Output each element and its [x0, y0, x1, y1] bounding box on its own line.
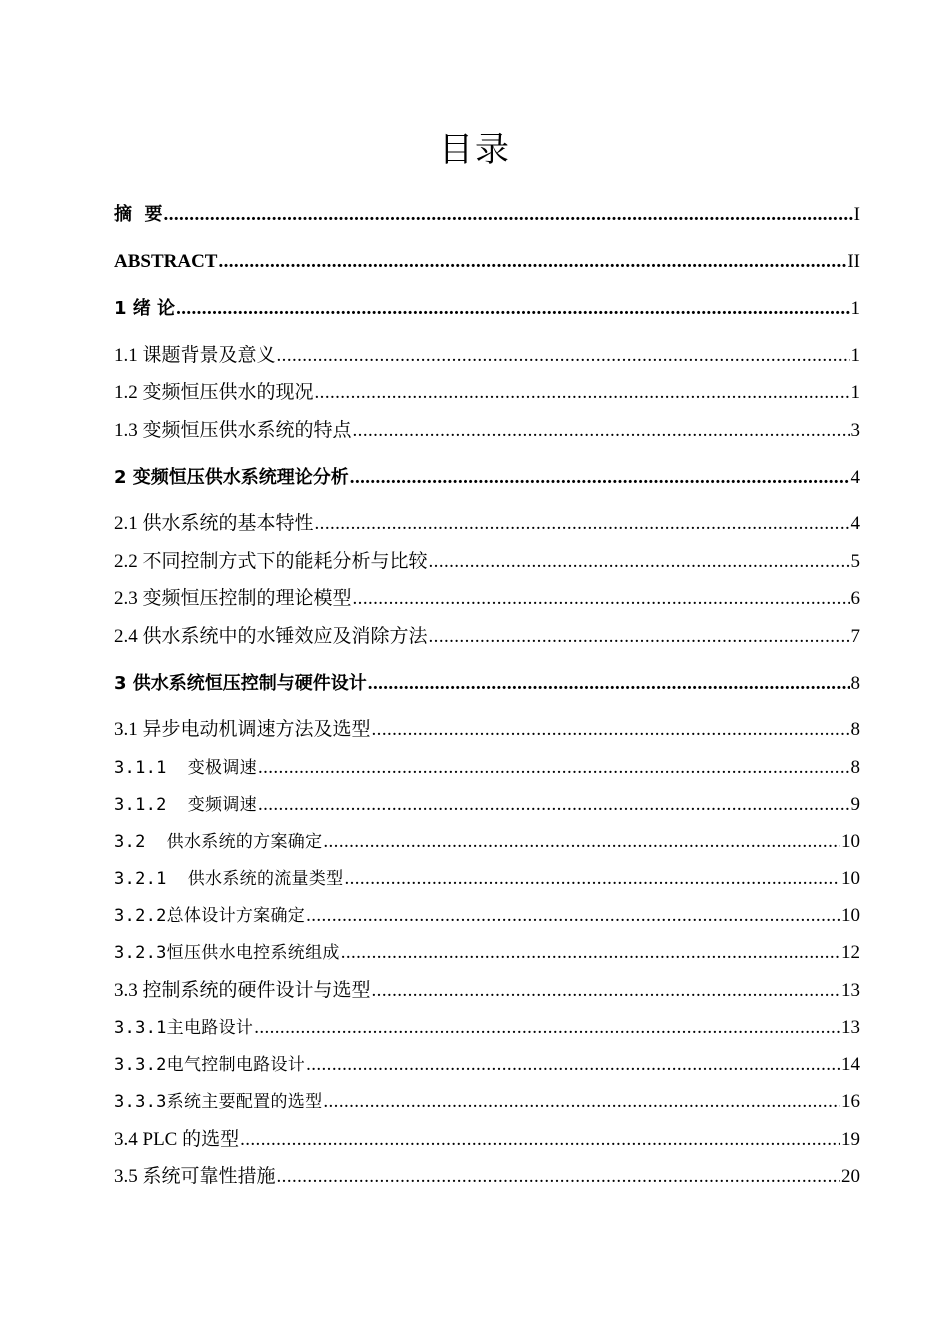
dot-leader: [315, 380, 850, 406]
dot-leader: [176, 296, 849, 322]
toc-entry-label: 1.1 课题背景及意义: [114, 345, 276, 366]
toc-entry-3-2[interactable]: [114, 825, 860, 855]
dot-leader: [368, 671, 850, 697]
toc-entry-label: 3.2.2总体设计方案确定: [114, 906, 306, 926]
toc-entry-label: 1 绪 论: [114, 298, 176, 319]
toc-entry-3-1[interactable]: [114, 713, 860, 743]
dot-leader: [277, 343, 850, 369]
toc-entry-label: 3.1 异步电动机调速方法及选型: [114, 719, 371, 740]
toc-entry-page: 8: [850, 673, 860, 694]
toc-entry-page: 10: [841, 868, 860, 889]
dot-leader: [218, 249, 846, 275]
dot-leader: [306, 903, 840, 929]
dot-leader: [315, 511, 850, 537]
toc-entry-page: 5: [850, 551, 860, 572]
toc-entry-label: 3.2.1 供水系统的流量类型: [114, 869, 344, 889]
toc-entry-3-3-1[interactable]: [114, 1011, 860, 1041]
toc-entry-1-2[interactable]: [114, 376, 860, 406]
toc-entry-label: 3.3.3系统主要配置的选型: [114, 1092, 323, 1112]
toc-entry-page: 8: [850, 757, 860, 778]
dot-leader: [306, 1052, 840, 1078]
toc-entry-page: 10: [841, 905, 860, 926]
toc-entry-3-2-2[interactable]: [114, 899, 860, 929]
toc-entry-3-5[interactable]: [114, 1160, 860, 1190]
dot-leader: [240, 1127, 840, 1153]
toc-entry-3-4[interactable]: [114, 1123, 860, 1153]
toc-entry-1-3[interactable]: [114, 414, 860, 444]
toc-entry-3-3[interactable]: [114, 974, 860, 1004]
toc-entry-label: 3.4 PLC 的选型: [114, 1129, 240, 1150]
toc-entry-abstract-cn[interactable]: [114, 198, 860, 228]
toc-entry-label: 2.1 供水系统的基本特性: [114, 513, 314, 534]
page-title: 目录: [439, 130, 511, 170]
dot-leader: [277, 1164, 840, 1190]
toc-entry-page: 16: [841, 1091, 860, 1112]
toc-entry-label: 1.3 变频恒压供水系统的特点: [114, 420, 352, 441]
toc-entry-3-1-2[interactable]: [114, 788, 860, 818]
dot-leader: [372, 717, 850, 743]
toc-entry-page: 20: [841, 1166, 860, 1187]
toc-entry-chapter-2[interactable]: [114, 461, 860, 491]
dot-leader: [323, 1089, 840, 1115]
toc-entry-page: 1: [850, 382, 860, 403]
toc-entry-3-2-1[interactable]: [114, 862, 860, 892]
toc-entry-label: 3.2.3恒压供水电控系统组成: [114, 943, 340, 963]
toc-entry-page: 14: [841, 1054, 860, 1075]
toc-entry-chapter-1[interactable]: [114, 292, 860, 322]
toc-entry-3-2-3[interactable]: [114, 936, 860, 966]
dot-leader: [429, 624, 850, 650]
toc-entry-2-4[interactable]: [114, 620, 860, 650]
toc-entry-2-2[interactable]: [114, 545, 860, 575]
toc-entry-page: 3: [850, 420, 860, 441]
toc-entry-page: 19: [841, 1129, 860, 1150]
toc-entry-1-1[interactable]: [114, 339, 860, 369]
toc-entry-3-3-3[interactable]: [114, 1085, 860, 1115]
toc-entry-page: 1: [850, 298, 860, 319]
dot-leader: [258, 755, 850, 781]
toc-entry-page: 13: [841, 980, 860, 1001]
toc-entry-label: 3 供水系统恒压控制与硬件设计: [114, 673, 367, 694]
dot-leader: [341, 940, 840, 966]
toc-entry-page: 10: [841, 831, 860, 852]
toc-entry-label: 3.1.1 变极调速: [114, 758, 257, 778]
toc-entry-label: 3.2 供水系统的方案确定: [114, 832, 323, 852]
toc-entry-label: 2 变频恒压供水系统理论分析: [114, 467, 349, 488]
toc-entry-label: 2.2 不同控制方式下的能耗分析与比较: [114, 551, 428, 572]
toc-entry-page: I: [853, 204, 860, 225]
dot-leader: [254, 1015, 840, 1041]
toc-entry-label: 3.3.1主电路设计: [114, 1018, 254, 1038]
dot-leader: [350, 465, 850, 491]
toc-entry-page: 9: [850, 794, 860, 815]
toc-entry-label: 3.1.2 变频调速: [114, 795, 257, 815]
toc-entry-label: 3.5 系统可靠性措施: [114, 1166, 276, 1187]
dot-leader: [429, 549, 850, 575]
toc-entry-page: 8: [850, 719, 860, 740]
toc-entry-page: 4: [850, 467, 860, 488]
dot-leader: [258, 792, 850, 818]
dot-leader: [372, 978, 840, 1004]
toc-entry-page: 7: [850, 626, 860, 647]
toc-entry-label: 2.3 变频恒压控制的理论模型: [114, 588, 352, 609]
toc-entry-2-1[interactable]: [114, 507, 860, 537]
toc-entry-label: 3.3.2电气控制电路设计: [114, 1055, 306, 1075]
dot-leader: [164, 202, 853, 228]
dot-leader: [353, 418, 850, 444]
toc-entry-3-3-2[interactable]: [114, 1048, 860, 1078]
toc-entry-label: ABSTRACT: [114, 251, 218, 272]
toc-entry-label: 3.3 控制系统的硬件设计与选型: [114, 980, 371, 1001]
toc-entry-page: II: [847, 251, 860, 272]
toc-entry-page: 12: [841, 942, 860, 963]
toc-entry-label: 1.2 变频恒压供水的现况: [114, 382, 314, 403]
toc-entry-label: 2.4 供水系统中的水锤效应及消除方法: [114, 626, 428, 647]
toc-entry-3-1-1[interactable]: [114, 751, 860, 781]
toc-entry-page: 6: [850, 588, 860, 609]
toc-entry-page: 13: [841, 1017, 860, 1038]
toc-entry-page: 4: [850, 513, 860, 534]
toc-entry-label: 摘 要: [114, 204, 163, 225]
dot-leader: [353, 586, 850, 612]
dot-leader: [323, 829, 840, 855]
toc-entry-abstract-en[interactable]: [114, 245, 860, 275]
toc-entry-2-3[interactable]: [114, 582, 860, 612]
toc-entry-chapter-3[interactable]: [114, 667, 860, 697]
toc-entry-page: 1: [850, 345, 860, 366]
dot-leader: [344, 866, 840, 892]
